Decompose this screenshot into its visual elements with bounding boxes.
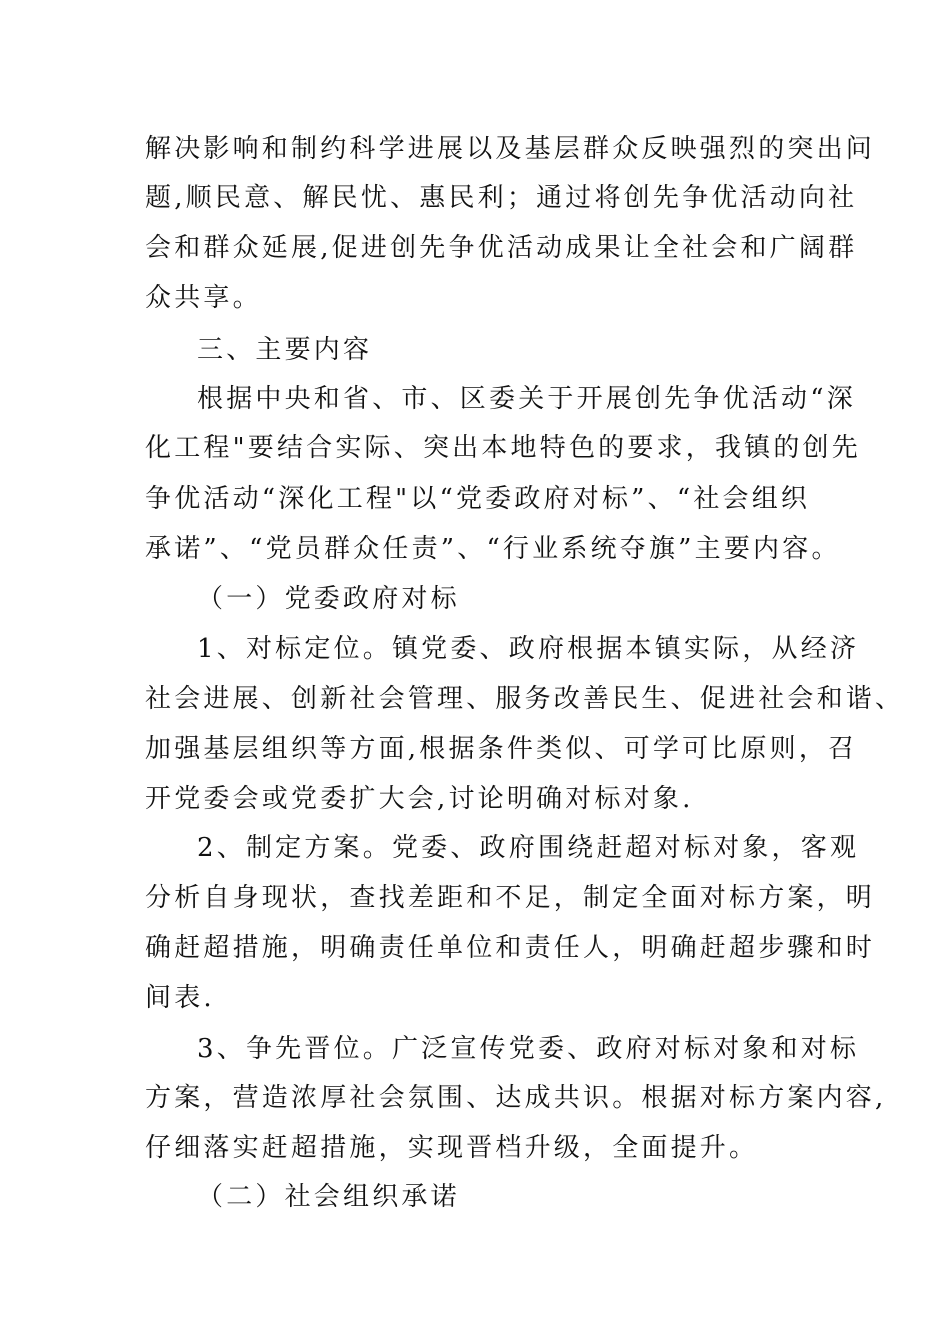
text-line-14: 开党委会或党委扩大会,讨论明确对标对象. xyxy=(145,784,694,814)
text-line-3: 会和群众延展,促进创先争优活动成果让全社会和广阔群 xyxy=(145,233,858,263)
text-line-17: 确赶超措施，明确责任单位和责任人，明确赶超步骤和时 xyxy=(145,933,876,963)
text-line-20: 方案，营造浓厚社会氛围、达成共识。根据对标方案内容, xyxy=(145,1083,887,1113)
text-line-6: 根据中央和省、市、区委关于开展创先争优活动“深 xyxy=(197,384,856,414)
text-line-2: 题,顺民意、解民忧、惠民利；通过将创先争优活动向社 xyxy=(145,183,858,213)
text-line-18: 间表. xyxy=(145,983,215,1013)
text-line-19: 3、争先晋位。广泛宣传党委、政府对标对象和对标 xyxy=(197,1034,860,1064)
subsection-heading-1: （一）党委政府对标 xyxy=(197,584,460,614)
text-line-13: 加强基层组织等方面,根据条件类似、可学可比原则，召 xyxy=(145,734,858,764)
subsection-heading-2: （二）社会组织承诺 xyxy=(197,1182,460,1212)
text-line-15: 2、制定方案。党委、政府围绕赶超对标对象，客观 xyxy=(197,833,860,863)
text-line-4: 众共享。 xyxy=(145,283,262,313)
text-line-12: 社会进展、创新社会管理、服务改善民生、促进社会和谐、 xyxy=(145,684,905,714)
text-line-1: 解决影响和制约科学进展以及基层群众反映强烈的突出问 xyxy=(145,134,876,164)
text-line-8: 争优活动“深化工程"以“党委政府对标”、“社会组织 xyxy=(145,484,811,514)
section-heading-main-content: 三、主要内容 xyxy=(197,335,373,365)
text-line-16: 分析自身现状，查找差距和不足，制定全面对标方案，明 xyxy=(145,883,876,913)
text-line-7: 化工程"要结合实际、突出本地特色的要求，我镇的创先 xyxy=(145,433,861,463)
text-line-11: 1、对标定位。镇党委、政府根据本镇实际，从经济 xyxy=(197,634,860,664)
text-line-9: 承诺”、“党员群众任责”、“行业系统夺旗”主要内容。 xyxy=(145,534,841,564)
text-line-21: 仔细落实赶超措施，实现晋档升级，全面提升。 xyxy=(145,1133,759,1163)
